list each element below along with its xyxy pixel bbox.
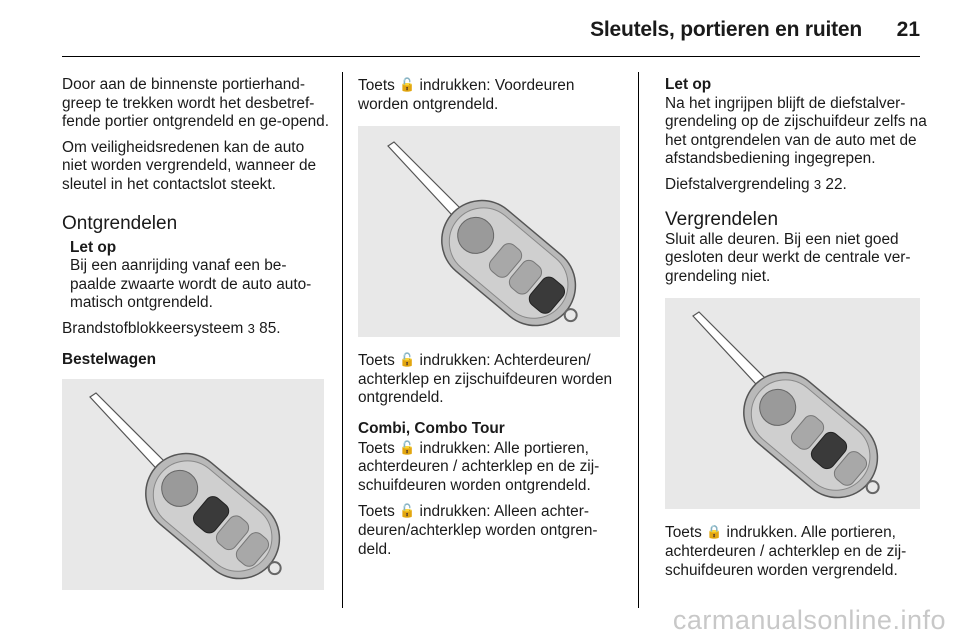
note-title: Let op xyxy=(665,76,712,93)
column-2 xyxy=(358,76,628,566)
note-title: Let op xyxy=(70,238,117,256)
key-fob-illustration xyxy=(62,379,324,590)
watermark: carmanualsonline.info xyxy=(672,605,946,635)
section-heading-lock: Vergrendelen xyxy=(665,208,779,230)
unlock-rear-doors-icon: 🔓 xyxy=(399,352,416,368)
paragraph xyxy=(358,351,628,408)
text: Toets xyxy=(358,503,395,521)
reference-page[interactable]: 85. xyxy=(259,319,281,337)
paragraph xyxy=(358,502,628,559)
paragraph xyxy=(665,523,930,580)
page-title: Sleutels, portieren en ruiten xyxy=(590,18,862,41)
text: Toets xyxy=(358,77,395,94)
unlock-front-doors-icon: 🔓 xyxy=(399,77,416,92)
note-box xyxy=(62,239,332,313)
reference-arrow-icon: 3 xyxy=(247,320,255,336)
column-3 xyxy=(665,76,930,587)
reference-arrow-icon: 3 xyxy=(813,176,822,192)
paragraph xyxy=(358,439,628,496)
text: indrukken. Alle portieren, achterdeuren / achterklep en de zij-schuifdeuren worden vergrendeld. xyxy=(665,524,907,579)
subheading-van: Bestelwagen xyxy=(62,350,157,368)
key-fob-figure-van xyxy=(62,379,324,590)
text: indrukken: Achterdeuren/ achterklep en zijschuifdeuren worden ontgrendeld. xyxy=(358,352,613,407)
text: indrukken: Voordeuren worden ontgrendeld. xyxy=(358,77,575,113)
section-heading-unlock: Ontgrendelen xyxy=(62,212,178,234)
reference-page[interactable]: 22. xyxy=(825,175,847,193)
key-fob-figure-lock xyxy=(665,298,920,509)
cross-reference xyxy=(665,176,930,195)
text: indrukken: Alle portieren, achterdeuren / achterklep en de zij-schuifdeuren worden ontgrendeld. xyxy=(358,439,600,494)
paragraph: Door aan de binnenste portierhand-greep te trekken wordt het desbetref-fende portier ontgrendeld en ge-opend. xyxy=(62,76,329,131)
subheading-combi: Combi, Combo Tour xyxy=(358,419,505,437)
paragraph xyxy=(358,76,628,114)
unlock-front-doors-icon: 🔓 xyxy=(399,439,416,455)
text: Toets xyxy=(358,439,395,457)
column-divider xyxy=(342,72,343,608)
paragraph: Om veiligheidsredenen kan de auto niet worden vergrendeld, wanneer de sleutel in het contactslot steekt. xyxy=(62,138,317,193)
column-divider xyxy=(638,72,639,608)
text: Toets xyxy=(358,352,395,370)
text: indrukken: Alleen achter-deuren/achterklep worden ontgren-deld. xyxy=(358,503,598,558)
note-text: Na het ingrijpen blijft de diefstalver-grendeling op de zijschuifdeur zelfs na het ontgrendelen van de auto met de afstandsbediening ingegrepen. xyxy=(665,94,927,168)
reference-text: Diefstalvergrendeling xyxy=(665,175,810,193)
note-box xyxy=(665,76,930,169)
paragraph: Sluit alle deuren. Bij een niet goed gesloten deur werkt de centrale ver-grendeling niet. xyxy=(665,230,911,285)
key-fob-illustration xyxy=(358,126,620,337)
key-fob-illustration xyxy=(665,298,920,509)
key-fob-figure-front xyxy=(358,126,620,337)
unlock-rear-doors-icon: 🔓 xyxy=(399,503,416,519)
cross-reference xyxy=(62,320,332,339)
column-1 xyxy=(62,76,332,590)
reference-text: Brandstofblokkeersysteem xyxy=(62,319,244,337)
text: Toets xyxy=(665,524,702,542)
page-number: 21 xyxy=(896,18,920,41)
page-header xyxy=(62,16,920,57)
lock-icon: 🔒 xyxy=(706,524,723,540)
note-text: Bij een aanrijding vanaf een be-paalde zwaarte wordt de auto auto-matisch ontgrendeld. xyxy=(70,257,312,312)
